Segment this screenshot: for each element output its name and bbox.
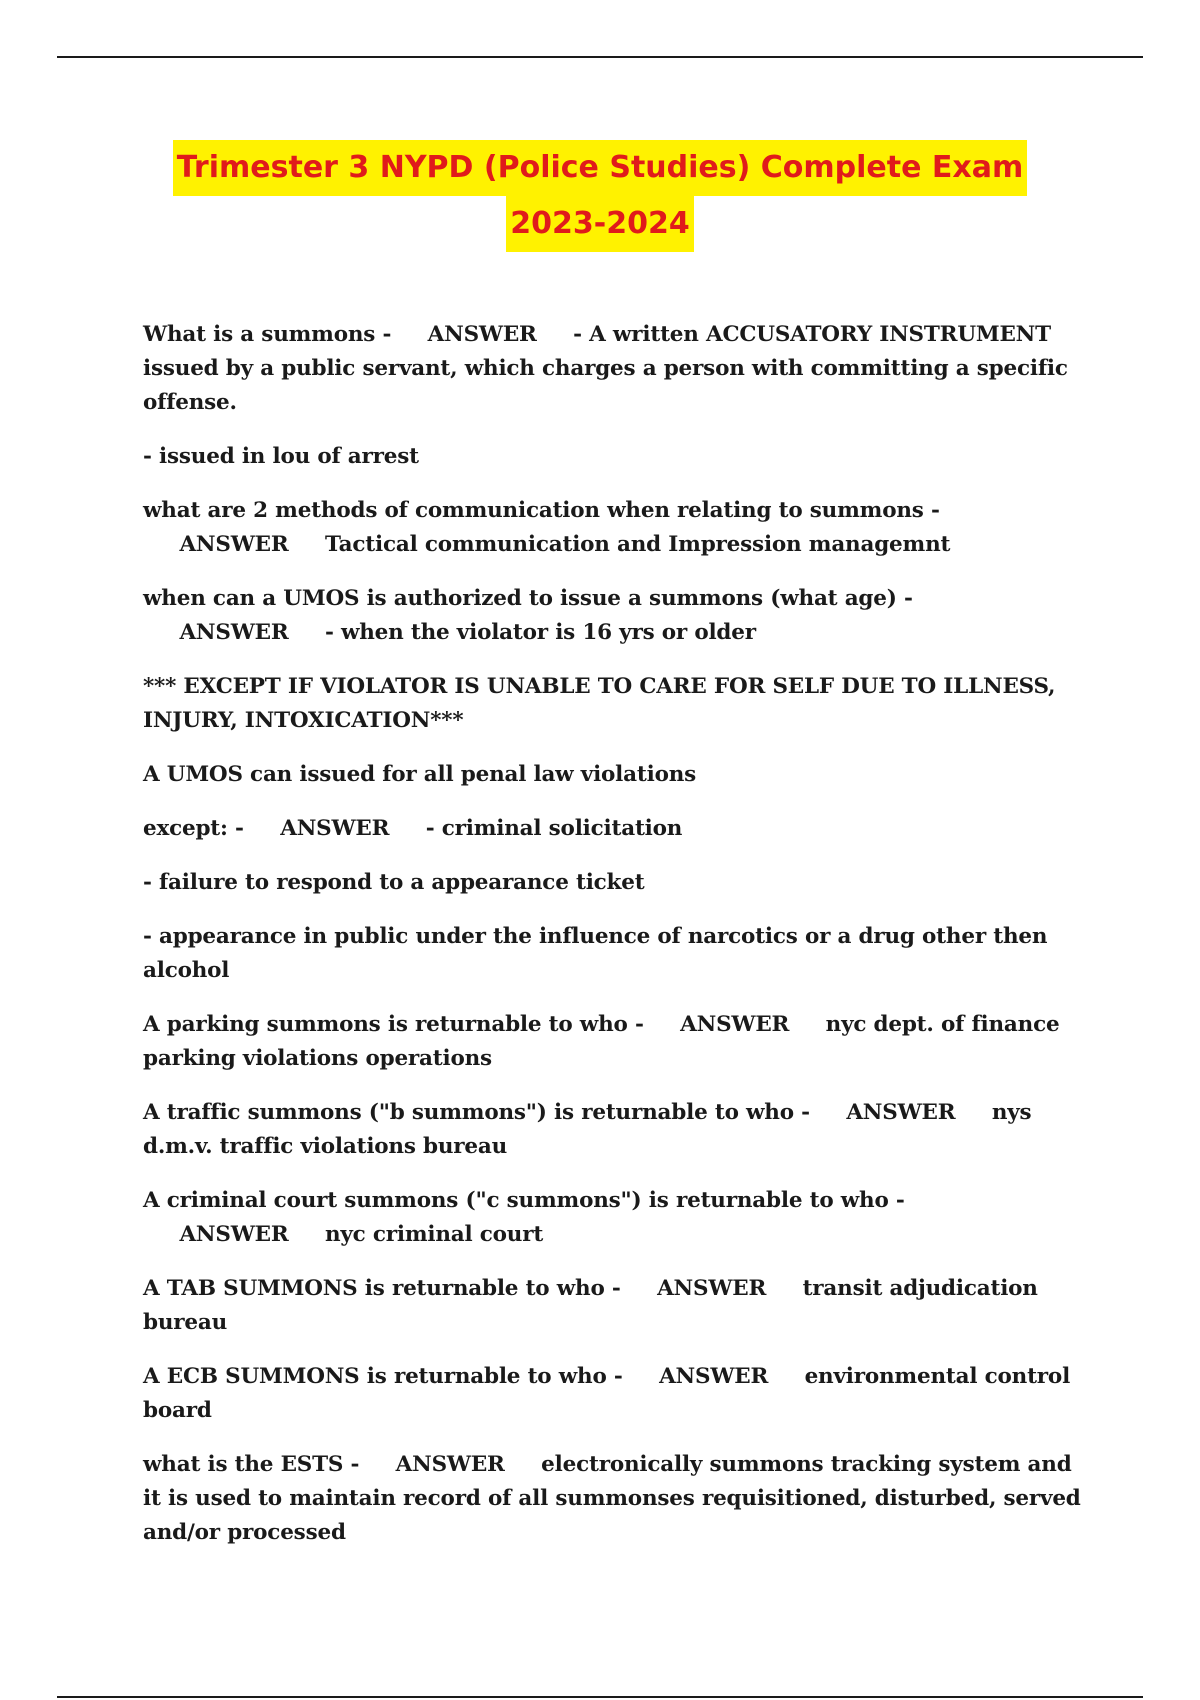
qa-entry: [143, 1272, 1093, 1340]
answer-label: ANSWER: [427, 322, 537, 347]
qa-entry: [143, 1008, 1093, 1076]
question-text: except: -: [143, 816, 244, 841]
question-text: when can a UMOS is authorized to issue a summons (what age) -: [143, 586, 913, 611]
answer-label: ANSWER: [846, 1100, 956, 1125]
text-entry: *** EXCEPT IF VIOLATOR IS UNABLE TO CARE FOR SELF DUE TO ILLNESS, INJURY, INTOXICATION***: [143, 674, 1056, 733]
qa-entry: [143, 494, 1093, 562]
question-text: A traffic summons ("b summons") is returnable to who -: [143, 1100, 810, 1125]
qa-entry: [143, 582, 1093, 650]
bottom-rule: [57, 1696, 1143, 1698]
top-rule: [57, 56, 1143, 58]
answer-label: ANSWER: [657, 1276, 767, 1301]
answer-text: nyc criminal court: [324, 1222, 544, 1247]
answer-label: ANSWER: [395, 1452, 505, 1477]
answer-label: ANSWER: [659, 1364, 769, 1389]
answer-text: - A written ACCUSATORY INSTRUMENT issued by a public servant, which charges a person with committing a specific offense.: [143, 322, 1068, 415]
document-body: [143, 318, 1093, 1570]
text-entry: - issued in lou of arrest: [143, 444, 419, 469]
answer-text: - when the violator is 16 yrs or older: [324, 620, 756, 645]
qa-entry: [143, 1096, 1093, 1164]
answer-label: ANSWER: [680, 1012, 790, 1037]
text-entry: A UMOS can issued for all penal law violations: [143, 762, 697, 787]
answer-label: ANSWER: [280, 816, 390, 841]
answer-text: - criminal solicitation: [425, 816, 683, 841]
question-text: what are 2 methods of communication when relating to summons -: [143, 498, 940, 523]
answer-text: nyc dept. of finance parking violations operations: [143, 1012, 1060, 1071]
question-text: What is a summons -: [143, 322, 392, 347]
title-line-1: Trimester 3 NYPD (Police Studies) Complete Exam: [173, 140, 1027, 196]
question-text: A parking summons is returnable to who -: [143, 1012, 644, 1037]
question-text: A criminal court summons ("c summons") is returnable to who -: [143, 1188, 905, 1213]
answer-text: environmental control board: [143, 1364, 1071, 1423]
answer-text: Tactical communication and Impression managemnt: [324, 532, 951, 557]
qa-entry: [143, 318, 1093, 420]
text-entry: - appearance in public under the influence of narcotics or a drug other then alcohol: [143, 924, 1048, 983]
answer-text: electronically summons tracking system and it is used to maintain record of all summonses requisitioned, disturbed, served and/or processed: [143, 1452, 1081, 1545]
question-text: A TAB SUMMONS is returnable to who -: [143, 1276, 621, 1301]
answer-label: ANSWER: [179, 1222, 289, 1247]
text-entry: - failure to respond to a appearance ticket: [143, 870, 645, 895]
qa-entry: [143, 1360, 1093, 1428]
qa-entry: [143, 812, 1093, 846]
answer-label: ANSWER: [179, 532, 289, 557]
answer-text: nys d.m.v. traffic violations bureau: [143, 1100, 1032, 1159]
qa-entry: [143, 1448, 1093, 1550]
answer-text: transit adjudication bureau: [143, 1276, 1038, 1335]
document-title: [0, 140, 1200, 252]
question-text: what is the ESTS -: [143, 1452, 360, 1477]
title-line-2: 2023-2024: [506, 196, 693, 252]
question-text: A ECB SUMMONS is returnable to who -: [143, 1364, 623, 1389]
answer-label: ANSWER: [179, 620, 289, 645]
qa-entry: [143, 1184, 1093, 1252]
